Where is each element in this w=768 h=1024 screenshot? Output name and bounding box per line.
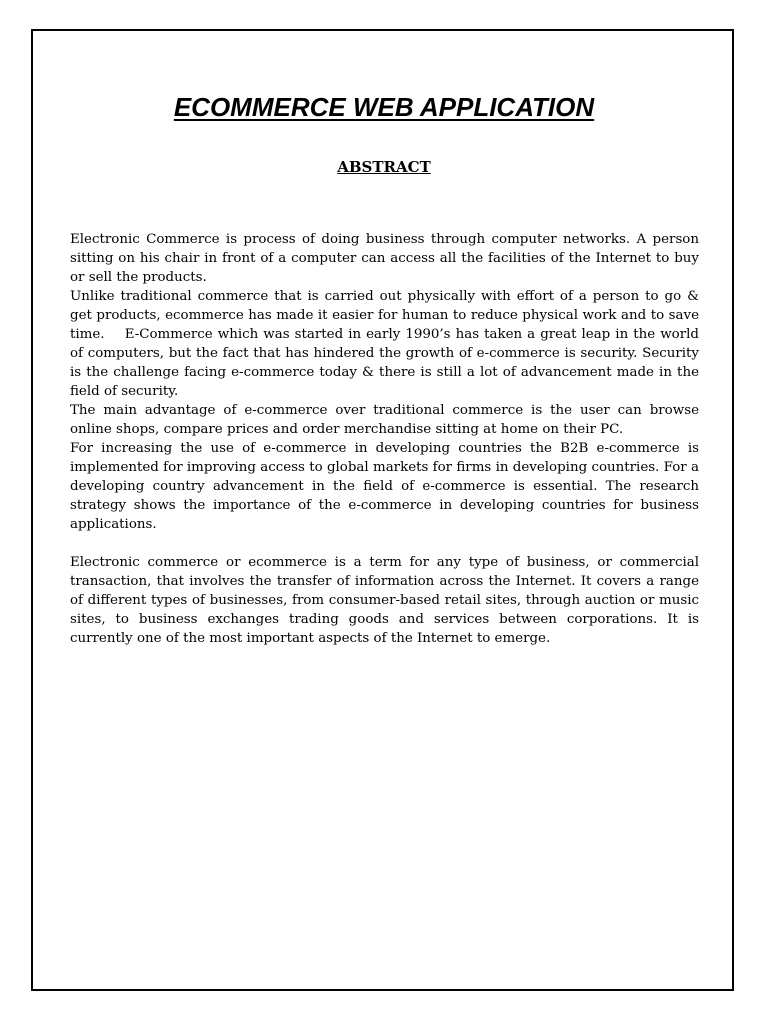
abstract-paragraph-1: Electronic Commerce is process of doing business through computer networks. A person sitting on his chair in front of a computer can access all the facilities of the Internet to buy or sell the products. — [70, 232, 699, 285]
document-title: ECOMMERCE WEB APPLICATION — [173, 92, 595, 122]
abstract-paragraph-5: Electronic commerce or ecommerce is a term for any type of business, or commercial transaction, that involves the transfer of information across the Internet. It covers a range of different types of businesses, from consumer-based retail sites, through auction or music sites, to business exchanges trading goods and services between corporations. It is currently one of the most important aspects of the Internet to emerge. — [70, 555, 699, 646]
abstract-body — [70, 230, 704, 648]
abstract-paragraph-4: For increasing the use of e-commerce in developing countries the B2B e-commerce is implemented for improving access to global markets for firms in developing countries. For a developing country advancement in the field of e-commerce is essential. The research strategy shows the importance of the e-commerce in developing countries for business applications. — [70, 441, 699, 532]
abstract-paragraph-2: Unlike traditional commerce that is carried out physically with effort of a person to go & get products, ecommerce has made it easier for human to reduce physical work and to save time. E-Commerce which was started in early 1990’s has taken a great leap in the world of computers, but the fact that has hindered the growth of e-commerce is security. Security is the challenge facing e-commerce today & there is still a lot of advancement made in the field of security. — [70, 289, 704, 399]
abstract-paragraph-3: The main advantage of e-commerce over traditional commerce is the user can browse online shops, compare prices and order merchandise sitting at home on their PC. — [70, 403, 699, 437]
abstract-heading: ABSTRACT — [337, 158, 431, 176]
